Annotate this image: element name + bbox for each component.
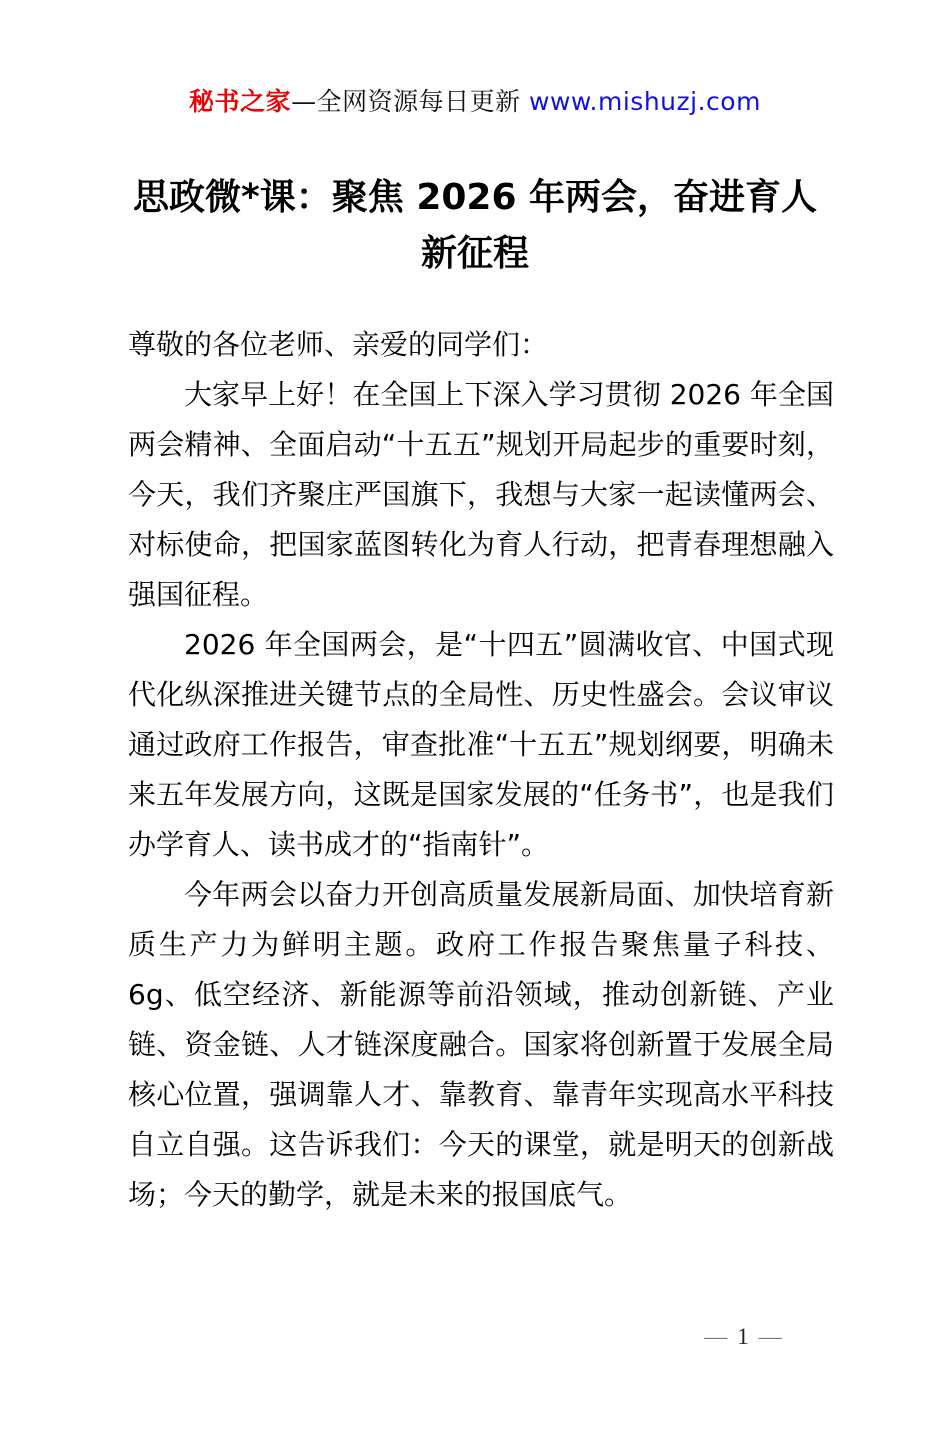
body-paragraph-1: 大家早上好！在全国上下深入学习贯彻 2026 年全国两会精神、全面启动“十五五”规划开局起步的重要时刻，今天，我们齐聚庄严国旗下，我想与大家一起读懂两会、对标使命，把国家蓝图转化为育人行动，把青春理想融入强国征程。 <box>128 378 834 611</box>
page-title-line2: 新征程 <box>420 233 529 274</box>
page-number <box>688 1324 798 1350</box>
document-page <box>0 86 950 1430</box>
header-tagline: —全网资源每日更新 <box>291 87 530 116</box>
site-url-link[interactable]: www.mishuzj.com <box>529 87 761 116</box>
page-number-left-dash: — <box>704 1324 728 1349</box>
site-header <box>0 86 950 118</box>
page-title-line1: 思政微*课：聚焦 2026 年两会，奋进育人 <box>132 177 818 218</box>
page-number-value: 1 <box>737 1324 749 1349</box>
body-paragraph-3: 今年两会以奋力开创高质量发展新局面、加快培育新质生产力为鲜明主题。政府工作报告聚焦量子科技、6g、低空经济、新能源等前沿领域，推动创新链、产业链、资金链、人才链深度融合。国家将创新置于发展全局核心位置，强调靠人才、靠教育、靠青年实现高水平科技自立自强。这告诉我们：今天的课堂，就是明天的创新战场；今天的勤学，就是未来的报国底气。 <box>128 878 834 1211</box>
body-paragraph-2: 2026 年全国两会，是“十四五”圆满收官、中国式现代化纵深推进关键节点的全局性、历史性盛会。会议审议通过政府工作报告，审查批准“十五五”规划纲要，明确未来五年发展方向，这既是国家发展的“任务书”，也是我们办学育人、读书成才的“指南针”。 <box>128 628 834 861</box>
salutation-paragraph: 尊敬的各位老师、亲爱的同学们： <box>128 328 549 361</box>
brand-text: 秘书之家 <box>189 87 292 116</box>
page-number-right-dash: — <box>758 1324 782 1349</box>
page-title <box>115 170 835 282</box>
document-body <box>128 320 834 1220</box>
